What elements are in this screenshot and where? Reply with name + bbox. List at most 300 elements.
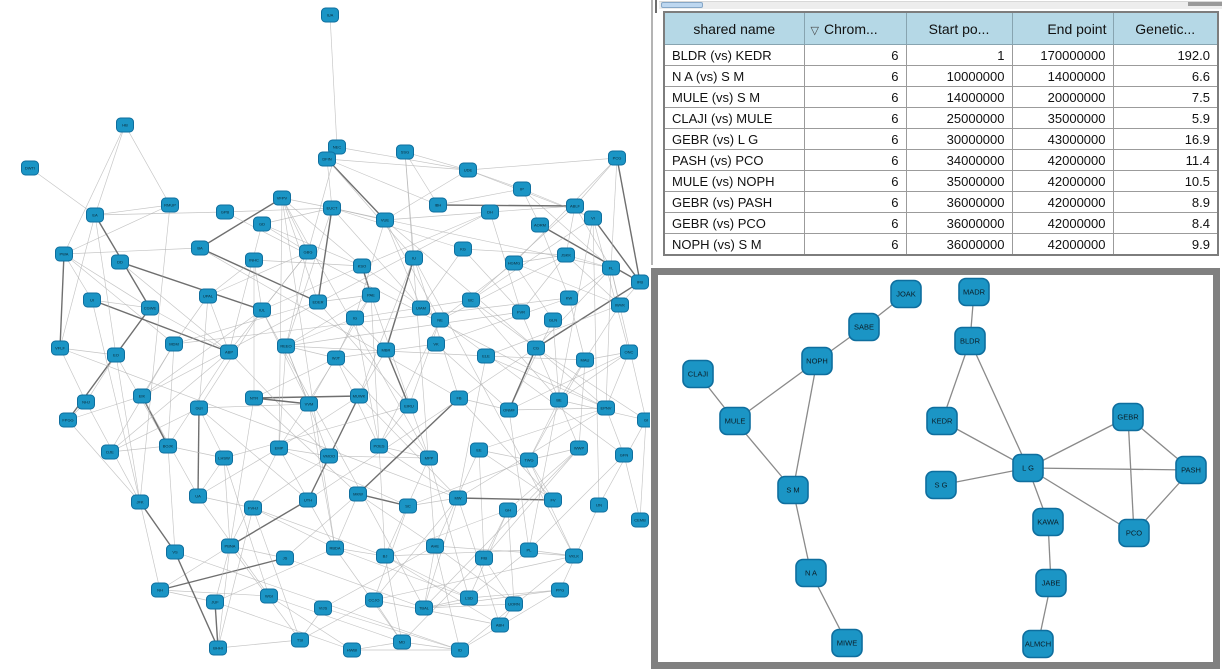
node-shape[interactable] [324,201,341,215]
node-shape[interactable] [528,341,545,355]
node-shape[interactable] [78,395,95,409]
hairball-node[interactable] [261,589,278,603]
node-shape[interactable] [108,348,125,362]
node-shape[interactable] [551,393,568,407]
hairball-node[interactable] [87,208,104,222]
node-shape[interactable] [366,593,383,607]
node-shape[interactable] [162,198,179,212]
node-shape[interactable] [112,255,129,269]
node-shape[interactable] [632,275,649,289]
node-shape[interactable] [891,281,921,308]
node-shape[interactable] [471,443,488,457]
node-shape[interactable] [591,498,608,512]
column-header-1[interactable] [804,12,906,45]
node-shape[interactable] [351,389,368,403]
node-shape[interactable] [278,339,295,353]
network-node-kawa[interactable] [1033,509,1063,536]
node-shape[interactable] [521,453,538,467]
hairball-node[interactable] [344,643,361,657]
node-shape[interactable] [1176,457,1206,484]
network-node-bldr[interactable] [955,328,985,355]
hairball-node[interactable] [598,401,615,415]
node-shape[interactable] [315,601,332,615]
node-shape[interactable] [378,343,395,357]
table-cell: 34000000 [906,150,1012,171]
hairball-node[interactable] [506,597,523,611]
node-shape[interactable] [350,487,367,501]
node-shape[interactable] [959,279,989,306]
node-shape[interactable] [571,441,588,455]
node-shape[interactable] [371,439,388,453]
network-node-s-m[interactable] [778,477,808,504]
node-shape[interactable] [506,256,523,270]
node-shape[interactable] [322,8,339,22]
network-node-kedr[interactable] [927,408,957,435]
hairball-node[interactable] [532,218,549,232]
hairball-node[interactable] [363,288,380,302]
hairball-node[interactable] [452,643,469,657]
hairball-node[interactable] [521,543,538,557]
node-shape[interactable] [261,589,278,603]
node-shape[interactable] [217,205,234,219]
hairball-node[interactable] [366,593,383,607]
hairball-node[interactable] [324,201,341,215]
hairball-node[interactable] [56,247,73,261]
node-shape[interactable] [514,182,531,196]
network-node-almch[interactable] [1023,631,1053,658]
network-node-sabe[interactable] [849,314,879,341]
node-shape[interactable] [720,408,750,435]
filter-icon[interactable]: ▽ [810,24,819,37]
hairball-node[interactable] [310,295,327,309]
hairball-node[interactable] [413,301,430,315]
node-shape[interactable] [616,448,633,462]
node-shape[interactable] [430,198,447,212]
node-shape[interactable] [191,401,208,415]
hairball-node[interactable] [190,489,207,503]
node-shape[interactable] [492,618,509,632]
node-shape[interactable] [552,583,569,597]
node-shape[interactable] [102,445,119,459]
table-row[interactable] [664,171,1218,192]
node-shape[interactable] [421,451,438,465]
table-row[interactable] [664,108,1218,129]
network-node-n-a[interactable] [796,560,826,587]
hairball-node[interactable] [514,182,531,196]
node-shape[interactable] [166,337,183,351]
hairball-node[interactable] [427,539,444,553]
hairball-node[interactable] [162,198,179,212]
hairball-node[interactable] [192,241,209,255]
hairball-node[interactable] [430,198,447,212]
node-shape[interactable] [427,539,444,553]
hairball-node[interactable] [463,293,480,307]
hairball-node[interactable] [545,313,562,327]
hairball-node[interactable] [167,545,184,559]
node-shape[interactable] [416,601,433,615]
node-shape[interactable] [319,152,336,166]
node-shape[interactable] [245,501,262,515]
hairball-node[interactable] [301,397,318,411]
node-shape[interactable] [1023,631,1053,658]
network-node-pash[interactable] [1176,457,1206,484]
node-shape[interactable] [463,293,480,307]
hairball-node[interactable] [52,341,69,355]
network-node-jabe[interactable] [1036,570,1066,597]
hairball-node[interactable] [78,395,95,409]
node-shape[interactable] [300,493,317,507]
hairball-node[interactable] [246,391,263,405]
hairball-node[interactable] [406,251,423,265]
hairball-node[interactable] [451,391,468,405]
hairball-node[interactable] [142,301,159,315]
node-shape[interactable] [377,549,394,563]
hairball-node[interactable] [552,583,569,597]
node-shape[interactable] [603,261,620,275]
node-shape[interactable] [401,399,418,413]
node-shape[interactable] [1013,455,1043,482]
node-shape[interactable] [207,595,224,609]
node-shape[interactable] [210,641,227,655]
table-row[interactable] [664,192,1218,213]
hairball-node[interactable] [638,413,651,427]
node-shape[interactable] [478,349,495,363]
hairball-node[interactable] [561,291,578,305]
hairball-node[interactable] [551,393,568,407]
hairball-node[interactable] [216,451,233,465]
node-shape[interactable] [1119,520,1149,547]
hairball-edge [379,446,458,498]
hairball-node[interactable] [207,595,224,609]
hairball-node[interactable] [378,343,395,357]
table-cell: 192.0 [1113,45,1218,66]
node-shape[interactable] [455,242,472,256]
column-header-3[interactable] [1012,12,1113,45]
hairball-node[interactable] [328,351,345,365]
node-shape[interactable] [292,633,309,647]
node-shape[interactable] [397,145,414,159]
hairball-node[interactable] [300,493,317,507]
node-shape[interactable] [142,301,159,315]
hairball-node[interactable] [567,199,584,213]
network-node-madr[interactable] [959,279,989,306]
hairball-node[interactable] [432,313,449,327]
hairball-node[interactable] [545,493,562,507]
network-node-gebr[interactable] [1113,404,1143,431]
hairball-node[interactable] [482,205,499,219]
hairball-node[interactable] [108,348,125,362]
hairball-node[interactable] [632,513,649,527]
hairball-node[interactable] [160,439,177,453]
table-row[interactable] [664,87,1218,108]
hairball-node[interactable] [327,541,344,555]
hairball-node[interactable] [221,345,238,359]
node-shape[interactable] [461,591,478,605]
hairball-node[interactable] [200,289,217,303]
hairball-node[interactable] [102,445,119,459]
node-shape[interactable] [134,389,151,403]
hairball-node[interactable] [84,293,101,307]
hairball-node[interactable] [321,449,338,463]
node-shape[interactable] [192,241,209,255]
hairball-node[interactable] [506,256,523,270]
node-label: VMOO [322,453,336,459]
hairball-node[interactable] [245,501,262,515]
node-shape[interactable] [60,413,77,427]
hairball-node[interactable] [421,451,438,465]
node-shape[interactable] [394,635,411,649]
node-shape[interactable] [254,217,271,231]
node-shape[interactable] [561,291,578,305]
hairball-node[interactable] [603,261,620,275]
node-shape[interactable] [300,245,317,259]
node-shape[interactable] [1033,509,1063,536]
hairball-node[interactable] [471,443,488,457]
node-shape[interactable] [56,247,73,261]
table-row[interactable] [664,213,1218,234]
node-shape[interactable] [52,341,69,355]
hairball-node[interactable] [322,8,339,22]
network-node-claji[interactable] [683,361,713,388]
node-shape[interactable] [802,348,832,375]
hairball-node[interactable] [210,641,227,655]
node-shape[interactable] [400,499,417,513]
hairball-node[interactable] [455,242,472,256]
hairball-node[interactable] [254,303,271,317]
hairball-node[interactable] [585,211,602,225]
hairball-node[interactable] [416,601,433,615]
node-shape[interactable] [796,560,826,587]
network-node-pco[interactable] [1119,520,1149,547]
hairball-node[interactable] [134,389,151,403]
node-shape[interactable] [301,397,318,411]
node-shape[interactable] [621,345,638,359]
node-shape[interactable] [328,351,345,365]
node-shape[interactable] [22,161,39,175]
hairball-node[interactable] [292,633,309,647]
hairball-node[interactable] [500,503,517,517]
node-shape[interactable] [1113,404,1143,431]
hairball-node[interactable] [501,403,518,417]
node-shape[interactable] [832,630,862,657]
node-shape[interactable] [598,401,615,415]
node-shape[interactable] [254,303,271,317]
hairball-node[interactable] [300,245,317,259]
hairball-node[interactable] [217,205,234,219]
hairball-node[interactable] [377,549,394,563]
node-shape[interactable] [506,597,523,611]
node-shape[interactable] [321,449,338,463]
node-shape[interactable] [532,218,549,232]
node-shape[interactable] [87,208,104,222]
hairball-node[interactable] [394,635,411,649]
hairball-node[interactable] [274,191,291,205]
hairball-node[interactable] [591,498,608,512]
hairball-node[interactable] [246,253,263,267]
node-shape[interactable] [567,199,584,213]
node-shape[interactable] [778,477,808,504]
node-shape[interactable] [216,451,233,465]
node-shape[interactable] [566,549,583,563]
hairball-node[interactable] [612,298,629,312]
network-node-joak[interactable] [891,281,921,308]
node-shape[interactable] [638,413,651,427]
hairball-node[interactable] [428,337,445,351]
node-shape[interactable] [277,551,294,565]
node-shape[interactable] [501,403,518,417]
hairball-node[interactable] [254,217,271,231]
node-shape[interactable] [432,313,449,327]
horizontal-scrollbar[interactable] [659,1,1222,9]
node-shape[interactable] [428,337,445,351]
node-shape[interactable] [545,493,562,507]
node-shape[interactable] [354,259,371,273]
hairball-node[interactable] [351,389,368,403]
node-label: FV [550,497,556,503]
hairball-node[interactable] [271,441,288,455]
small-network-canvas[interactable] [658,275,1213,662]
hairball-node[interactable] [558,248,575,262]
node-shape[interactable] [926,472,956,499]
hairball-node[interactable] [571,441,588,455]
hairball-node[interactable] [354,259,371,273]
node-shape[interactable] [577,353,594,367]
node-shape[interactable] [271,441,288,455]
node-shape[interactable] [413,301,430,315]
node-shape[interactable] [246,391,263,405]
hairball-node[interactable] [632,275,649,289]
node-shape[interactable] [363,288,380,302]
table-row[interactable] [664,45,1218,66]
node-shape[interactable] [377,213,394,227]
network-node-l-g[interactable] [1013,455,1043,482]
node-shape[interactable] [160,439,177,453]
hairball-node[interactable] [319,152,336,166]
hairball-node[interactable] [450,491,467,505]
node-shape[interactable] [222,539,239,553]
node-shape[interactable] [450,491,467,505]
hairball-node[interactable] [371,439,388,453]
node-shape[interactable] [609,151,626,165]
node-label: FIB [480,555,488,561]
node-shape[interactable] [545,313,562,327]
hairball-node[interactable] [397,145,414,159]
hairball-node[interactable] [528,341,545,355]
column-header-0[interactable] [664,12,804,45]
node-shape[interactable] [347,311,364,325]
hairball-node[interactable] [60,413,77,427]
table-cell: 36000000 [906,192,1012,213]
node-shape[interactable] [274,191,291,205]
hairball-node[interactable] [521,453,538,467]
scrollbar-thumb[interactable] [661,2,703,8]
table-row[interactable] [664,66,1218,87]
hairball-node[interactable] [400,499,417,513]
node-shape[interactable] [221,345,238,359]
node-shape[interactable] [327,541,344,555]
node-shape[interactable] [190,489,207,503]
node-shape[interactable] [513,305,530,319]
node-shape[interactable] [482,205,499,219]
node-shape[interactable] [476,551,493,565]
network-node-s-g[interactable] [926,472,956,499]
node-shape[interactable] [585,211,602,225]
table-row[interactable] [664,129,1218,150]
hairball-node[interactable] [461,591,478,605]
node-shape[interactable] [632,513,649,527]
node-shape[interactable] [132,495,149,509]
table-row[interactable] [664,150,1218,171]
table-row[interactable] [664,234,1218,256]
hairball-node[interactable] [577,353,594,367]
node-shape[interactable] [452,643,469,657]
node-shape[interactable] [521,543,538,557]
node-shape[interactable] [460,163,477,177]
hairball-node[interactable] [278,339,295,353]
hairball-node[interactable] [132,495,149,509]
network-node-mule[interactable] [720,408,750,435]
hairball-node[interactable] [222,539,239,553]
node-shape[interactable] [500,503,517,517]
hairball-node[interactable] [492,618,509,632]
hairball-node[interactable] [476,551,493,565]
node-label: FL [608,265,614,271]
hairball-node[interactable] [152,583,169,597]
network-node-miwe[interactable] [832,630,862,657]
network-node-noph[interactable] [802,348,832,375]
node-shape[interactable] [612,298,629,312]
hairball-node[interactable] [347,311,364,325]
node-shape[interactable] [406,251,423,265]
hairball-node[interactable] [609,151,626,165]
hairball-node[interactable] [566,549,583,563]
hairball-node[interactable] [277,551,294,565]
node-shape[interactable] [683,361,713,388]
node-shape[interactable] [84,293,101,307]
hairball-node[interactable] [621,345,638,359]
hairball-node[interactable] [315,601,332,615]
network-panel-secondary[interactable] [651,268,1220,669]
hairball-node[interactable] [22,161,39,175]
hairball-node[interactable] [117,118,134,132]
node-shape[interactable] [152,583,169,597]
node-shape[interactable] [1036,570,1066,597]
hairball-node[interactable] [478,349,495,363]
column-header-4[interactable] [1113,12,1218,45]
hairball-node[interactable] [377,213,394,227]
node-shape[interactable] [310,295,327,309]
node-shape[interactable] [451,391,468,405]
hairball-node[interactable] [166,337,183,351]
node-shape[interactable] [927,408,957,435]
hairball-node[interactable] [460,163,477,177]
hairball-node[interactable] [513,305,530,319]
hairball-node[interactable] [191,401,208,415]
node-shape[interactable] [344,643,361,657]
column-header-2[interactable] [906,12,1012,45]
hairball-node[interactable] [616,448,633,462]
node-shape[interactable] [955,328,985,355]
hairball-node[interactable] [350,487,367,501]
node-shape[interactable] [117,118,134,132]
node-shape[interactable] [167,545,184,559]
node-shape[interactable] [849,314,879,341]
node-shape[interactable] [246,253,263,267]
node-shape[interactable] [200,289,217,303]
node-shape[interactable] [558,248,575,262]
hairball-node[interactable] [112,255,129,269]
hairball-node[interactable] [401,399,418,413]
